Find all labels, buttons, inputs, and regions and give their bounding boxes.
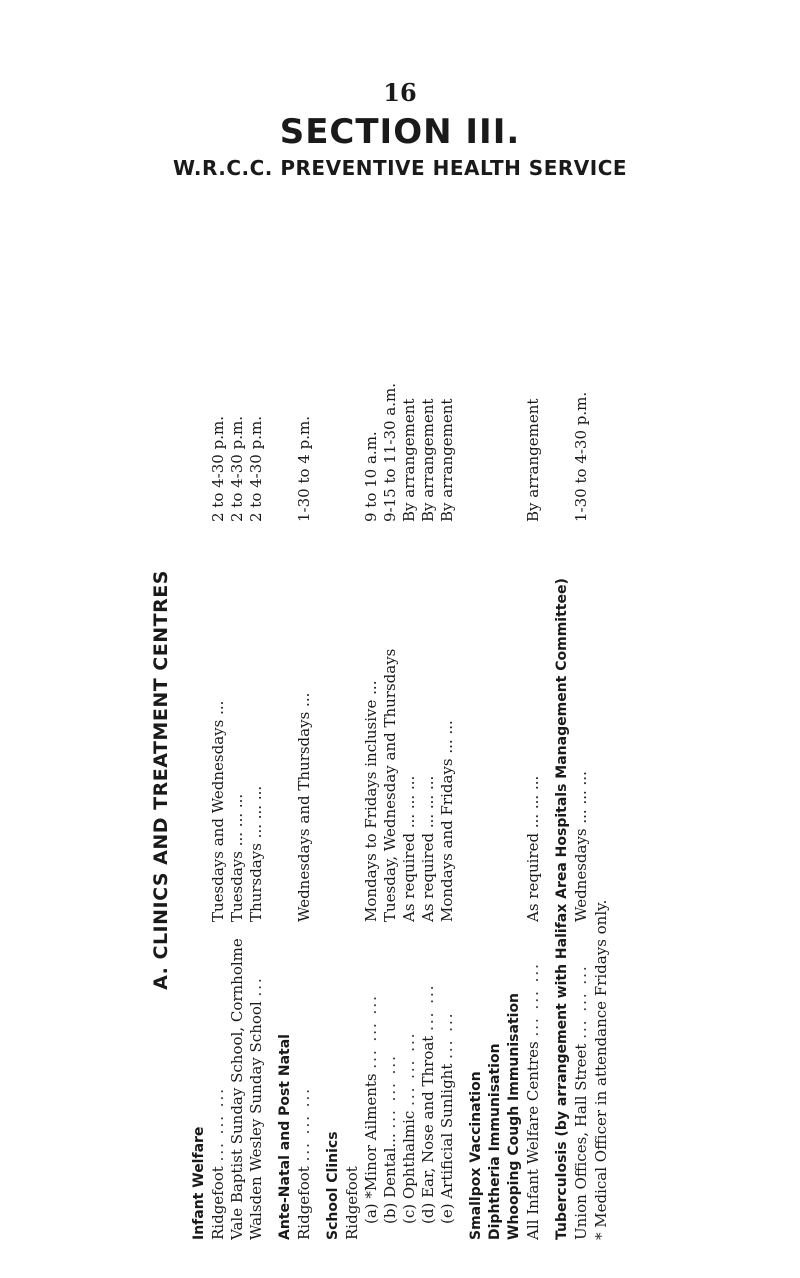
row-days: Tuesdays ... ... ... <box>228 793 246 922</box>
row-time: By arrangement <box>419 398 437 522</box>
table-row <box>362 320 381 1240</box>
row-days: Mondays to Fridays inclusive ... <box>362 680 380 922</box>
row-time: 1-30 to 4 p.m. <box>295 416 313 522</box>
row-days: Wednesdays and Thursdays ... <box>295 692 313 922</box>
table-row <box>486 320 505 1240</box>
group-header-label: School Clinics <box>325 1131 341 1240</box>
row-time: 9-15 to 11-30 a.m. <box>381 382 399 522</box>
section-subtitle: W.R.C.C. PREVENTIVE HEALTH SERVICE <box>172 156 628 180</box>
row-time: By arrangement <box>438 398 456 522</box>
clinics-table <box>150 320 670 1240</box>
table-row <box>505 320 524 1240</box>
row-location: Union Offices, Hall Street ... ... ... <box>572 964 590 1240</box>
row-time: By arrangement <box>400 398 418 522</box>
row-time: 2 to 4-30 p.m. <box>209 416 227 522</box>
row-location: Ridgefoot ... ... ... <box>295 1086 313 1240</box>
table-heading: A. CLINICS AND TREATMENT CENTRES <box>150 570 172 990</box>
table-row <box>209 320 228 1240</box>
row-service: Whooping Cough Immunisation <box>506 992 522 1240</box>
row-days: Mondays and Fridays ... ... <box>438 720 456 922</box>
section-title: SECTION III. <box>279 112 521 152</box>
table-row <box>553 320 572 1240</box>
group-header <box>190 320 209 1240</box>
row-location: Walsden Wesley Sunday School ... <box>247 976 265 1240</box>
row-location: (a) *Minor Ailments ... ... ... <box>362 994 380 1224</box>
group-header <box>324 320 343 1240</box>
row-days: Wednesdays ... ... ... <box>572 771 590 922</box>
row-days: Thursdays ... ... ... <box>247 785 265 922</box>
row-service: Smallpox Vaccination <box>468 1071 484 1240</box>
row-location: (b) Dental... ... ... ... <box>381 1054 399 1224</box>
row-time: 2 to 4-30 p.m. <box>228 416 246 522</box>
table-row <box>228 320 247 1240</box>
table-row <box>438 320 457 1240</box>
row-location: Vale Baptist Sunday School, Cornholme <box>228 938 246 1240</box>
row-time: 9 to 10 a.m. <box>362 431 380 522</box>
row-days: As required ... ... ... <box>419 775 437 922</box>
page-number: 16 <box>383 78 417 107</box>
row-location: (c) Ophthalmic ... ... ... <box>400 1031 418 1224</box>
row-time: By arrangement <box>524 398 542 522</box>
row-time: 1-30 to 4-30 p.m. <box>572 391 590 522</box>
row-location: (e) Artificial Sunlight ... ... <box>438 1011 456 1224</box>
table-row <box>524 320 543 1240</box>
row-days: As required ... ... ... <box>400 775 418 922</box>
row-location: Ridgefoot ... ... ... <box>209 1086 227 1240</box>
row-location: (d) Ear, Nose and Throat ... ... <box>419 983 437 1224</box>
group-header <box>276 320 295 1240</box>
table-row <box>467 320 486 1240</box>
row-days: Tuesdays and Wednesdays ... <box>209 700 227 922</box>
footnote: * Medical Officer in attendance Fridays only. <box>592 899 610 1240</box>
group-header-label: Ante-Natal and Post Natal <box>277 1034 293 1240</box>
table-row <box>295 320 314 1240</box>
table-row <box>419 320 438 1240</box>
row-time: 2 to 4-30 p.m. <box>247 416 265 522</box>
row-days: Tuesday, Wednesday and Thursdays <box>381 648 399 922</box>
table-row <box>400 320 419 1240</box>
group-header-label: Infant Welfare <box>191 1126 207 1240</box>
table-row <box>343 320 362 1240</box>
table-row <box>381 320 400 1240</box>
table-row <box>247 320 266 1240</box>
table-row <box>572 320 591 1240</box>
row-days: As required ... ... ... <box>524 775 542 922</box>
row-location: All Infant Welfare Centres ... ... ... <box>524 962 542 1240</box>
row-service: Diphtheria Immunisation <box>487 1043 503 1240</box>
tuberculosis-header: Tuberculosis (by arrangement with Halifax Area Hospitals Management Committee) <box>554 578 570 1240</box>
table-rows <box>190 320 611 1240</box>
row-location: Ridgefoot <box>343 1166 361 1240</box>
